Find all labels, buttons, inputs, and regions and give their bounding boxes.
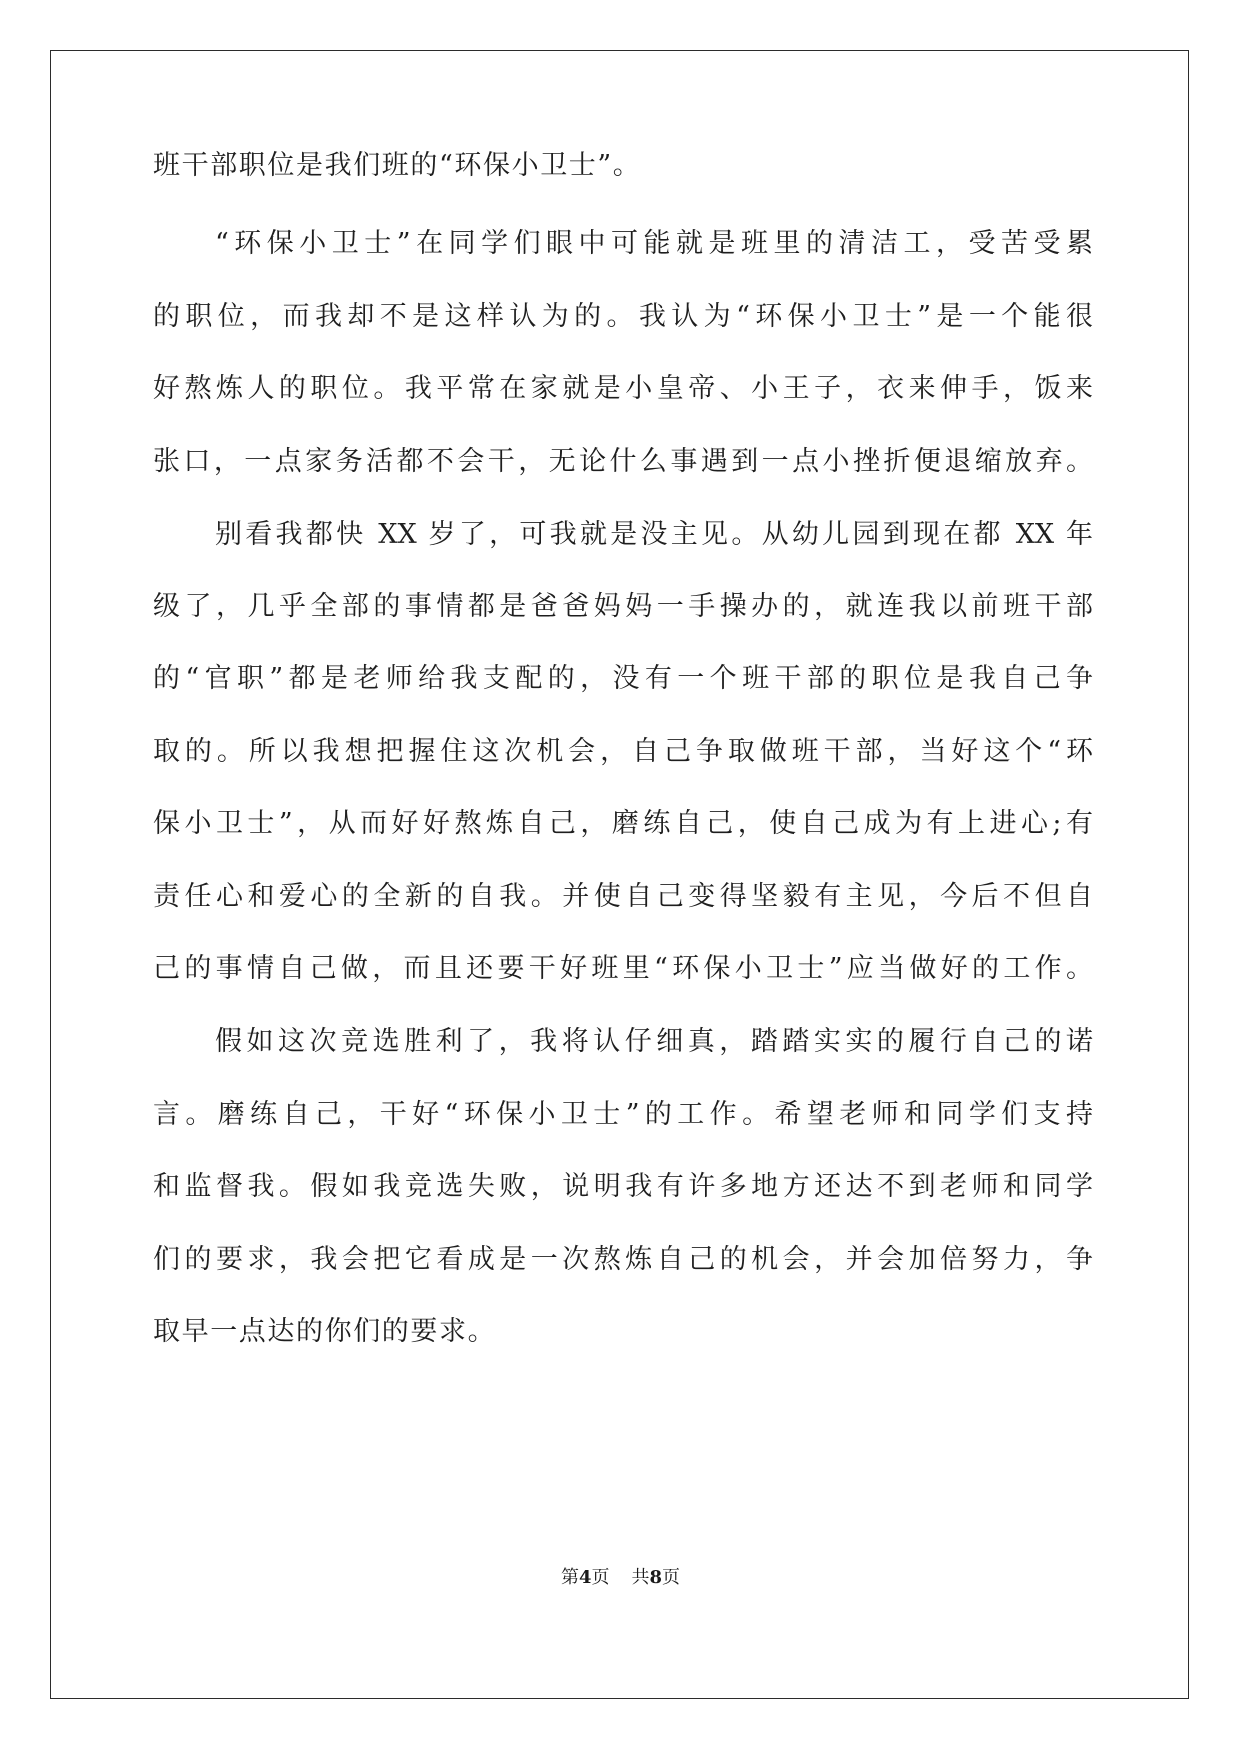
text-line: 保小卫士”，从而好好熬炼自己，磨练自己，使自己成为有上进心;有 (153, 808, 1093, 839)
text-line: 言。磨练自己，干好“环保小卫士”的工作。希望老师和同学们支持 (153, 1099, 1093, 1130)
page-number: 4 (578, 1567, 592, 1588)
text-line: 的“官职”都是老师给我支配的，没有一个班干部的职位是我自己争 (153, 663, 1093, 694)
text-line: 取的。所以我想把握住这次机会，自己争取做班干部，当好这个“环 (153, 736, 1093, 767)
page-footer (0, 1566, 1241, 1590)
text-line: 好熬炼人的职位。我平常在家就是小皇帝、小王子，衣来伸手，饭来 (153, 373, 1093, 404)
text-line: 取早一点达的你们的要求。 (153, 1316, 497, 1347)
text-line: 级了，几乎全部的事情都是爸爸妈妈一手操办的，就连我以前班干部 (153, 591, 1093, 622)
text-line: 们的要求，我会把它看成是一次熬炼自己的机会，并会加倍努力，争 (153, 1244, 1093, 1275)
text-line: “环保小卫士”在同学们眼中可能就是班里的清洁工，受苦受累 (215, 228, 1093, 259)
page-prefix: 第 (560, 1567, 579, 1588)
text-line: 张口，一点家务活都不会干，无论什么事遇到一点小挫折便退缩放弃。 (153, 446, 1093, 477)
text-line: 别看我都快 XX 岁了，可我就是没主见。从幼儿园到现在都 XX 年 (215, 519, 1093, 550)
text-line: 班干部职位是我们班的“环保小卫士”。 (153, 150, 642, 181)
total-suffix: 页 (662, 1567, 681, 1588)
text-line: 己的事情自己做，而且还要干好班里“环保小卫士”应当做好的工作。 (153, 953, 1093, 984)
text-line: 的职位，而我却不是这样认为的。我认为“环保小卫士”是一个能很 (153, 301, 1093, 332)
text-line: 和监督我。假如我竞选失败，说明我有许多地方还达不到老师和同学 (153, 1171, 1093, 1202)
text-line: 责任心和爱心的全新的自我。并使自己变得坚毅有主见，今后不但自 (153, 881, 1093, 912)
total-prefix: 共 (631, 1567, 650, 1588)
total-pages: 8 (649, 1567, 663, 1588)
text-line: 假如这次竞选胜利了，我将认仔细真，踏踏实实的履行自己的诺 (215, 1026, 1093, 1057)
page-suffix: 页 (591, 1567, 610, 1588)
